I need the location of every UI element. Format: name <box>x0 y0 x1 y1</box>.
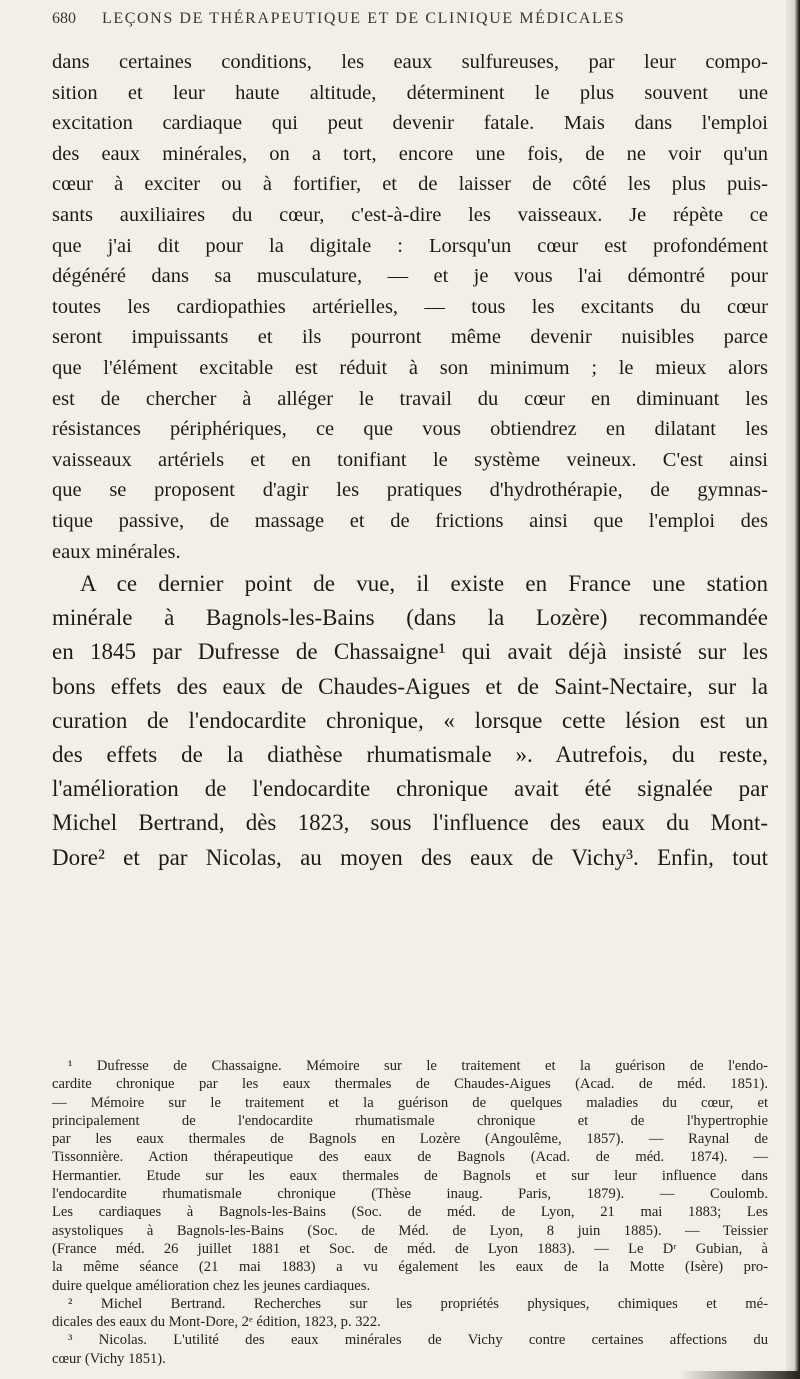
text-line: que l'élément excitable est réduit à son minimum ; le mieux alors <box>52 356 768 379</box>
text-line: des effets de la diathèse rhumatismale ». Autrefois, du reste, <box>52 742 768 768</box>
text-line: cœur à exciter ou à fortifier, et de laisser de côté les plus puis- <box>52 173 768 196</box>
text-line: Dore² et par Nicolas, au moyen des eaux de Vichy³. Enfin, tout <box>52 844 768 870</box>
footnote-line: cœur (Vichy 1851). <box>52 1350 166 1367</box>
text-line: est de chercher à alléger le travail du cœur en diminuant les <box>52 387 768 410</box>
footnote-line: — Mémoire sur le traitement et la guérison de quelques maladies du cœur, et <box>52 1094 768 1111</box>
text-line: sition et leur haute altitude, déterminent le plus souvent une <box>52 81 768 104</box>
footnote-line: duire quelque amélioration chez les jeunes cardiaques. <box>52 1277 371 1294</box>
text-line: curation de l'endocardite chronique, « lorsque cette lésion est un <box>52 707 768 733</box>
text-line: eaux minérales. <box>52 540 181 563</box>
page-number: 680 <box>52 10 76 27</box>
text-line: tique passive, de massage et de frictions ainsi que l'emploi des <box>52 509 768 532</box>
footnote-line: asystoliques à Bagnols-les-Bains (Soc. de Méd. de Lyon, 8 juin 1885). — Teissier <box>52 1222 768 1239</box>
footnote-line: la même séance (21 mai 1883) a vu également les eaux de la Motte (Isère) pro- <box>52 1259 768 1276</box>
text-line: que se proposent d'agir les pratiques d'hydrothérapie, de gymnas- <box>52 479 768 502</box>
text-line: Michel Bertrand, dès 1823, sous l'influence des eaux du Mont- <box>52 810 768 836</box>
text-line: résistances périphériques, ce que vous obtiendrez en dilatant les <box>52 418 768 441</box>
footnote-line: ³ Nicolas. L'utilité des eaux minérales de Vichy contre certaines affections du <box>68 1332 768 1349</box>
text-line: excitation cardiaque qui peut devenir fatale. Mais dans l'emploi <box>52 112 768 135</box>
footnote-line: Hermantier. Etude sur les eaux thermales de Bagnols et sur leur influence dans <box>52 1167 768 1184</box>
text-line: sants auxiliaires du cœur, c'est-à-dire les vaisseaux. Je répète ce <box>52 203 768 226</box>
text-line: A ce dernier point de vue, il existe en France une station <box>80 571 768 597</box>
footnotes <box>52 1057 768 1368</box>
running-header <box>52 10 752 28</box>
footnote-line: ¹ Dufresse de Chassaigne. Mémoire sur le traitement et la guérison de l'endo- <box>68 1058 768 1074</box>
text-line: seront impuissants et ils pourront même devenir nuisibles parce <box>52 326 768 349</box>
text-line: que j'ai dit pour la digitale : Lorsqu'un cœur est profondément <box>52 234 768 257</box>
footnote-line: l'endocardite rhumatismale chronique (Thèse inaug. Paris, 1879). — Coulomb. <box>52 1186 768 1203</box>
text-line: l'amélioration de l'endocardite chronique avait été signalée par <box>52 776 768 802</box>
page-corner-shadow <box>680 1371 800 1379</box>
paragraph-1 <box>52 47 768 567</box>
page-edge-shadow <box>786 0 800 1379</box>
paragraph-2 <box>52 567 768 875</box>
footnote-line: ² Michel Bertrand. Recherches sur les propriétés physiques, chimiques et mé- <box>68 1295 768 1312</box>
footnote-line: dicales des eaux du Mont-Dore, 2ᵉ édition, 1823, p. 322. <box>52 1314 381 1331</box>
footnote-line: par les eaux thermales de Bagnols en Lozère (Angoulême, 1857). — Raynal de <box>52 1131 768 1148</box>
text-line: minérale à Bagnols-les-Bains (dans la Lozère) recommandée <box>52 605 768 631</box>
text-line: des eaux minérales, on a tort, encore une fois, de ne voir qu'un <box>52 142 768 165</box>
footnote-line: cardite chronique par les eaux thermales de Chaudes-Aigues (Acad. de méd. 1851). <box>52 1076 768 1093</box>
text-line: dans certaines conditions, les eaux sulfureuses, par leur compo- <box>52 51 768 73</box>
text-line: dégénéré dans sa musculature, — et je vous l'ai démontré pour <box>52 265 768 288</box>
main-text <box>52 47 768 875</box>
footnote-line: Tissonnière. Action thérapeutique des eaux de Bagnols (Acad. de méd. 1874). — <box>52 1149 768 1166</box>
text-line: toutes les cardiopathies artérielles, — tous les excitants du cœur <box>52 295 768 318</box>
running-title: LEÇONS DE THÉRAPEUTIQUE ET DE CLINIQUE MÉDICALES <box>102 10 626 27</box>
footnote-line: (France méd. 26 juillet 1881 et Soc. de méd. de Lyon 1883). — Le Dʳ Gubian, à <box>52 1240 768 1257</box>
text-line: vaisseaux artériels et en tonifiant le système veineux. C'est ainsi <box>52 448 768 471</box>
footnote-line: principalement de l'endocardite rhumatismale chronique et de l'hypertrophie <box>52 1112 768 1129</box>
text-line: en 1845 par Dufresse de Chassaigne¹ qui avait déjà insisté sur les <box>52 639 768 665</box>
text-line: bons effets des eaux de Chaudes-Aigues et de Saint-Nectaire, sur la <box>52 673 768 699</box>
footnote-line: Les cardiaques à Bagnols-les-Bains (Soc. de méd. de Lyon, 21 mai 1883; Les <box>52 1204 768 1221</box>
